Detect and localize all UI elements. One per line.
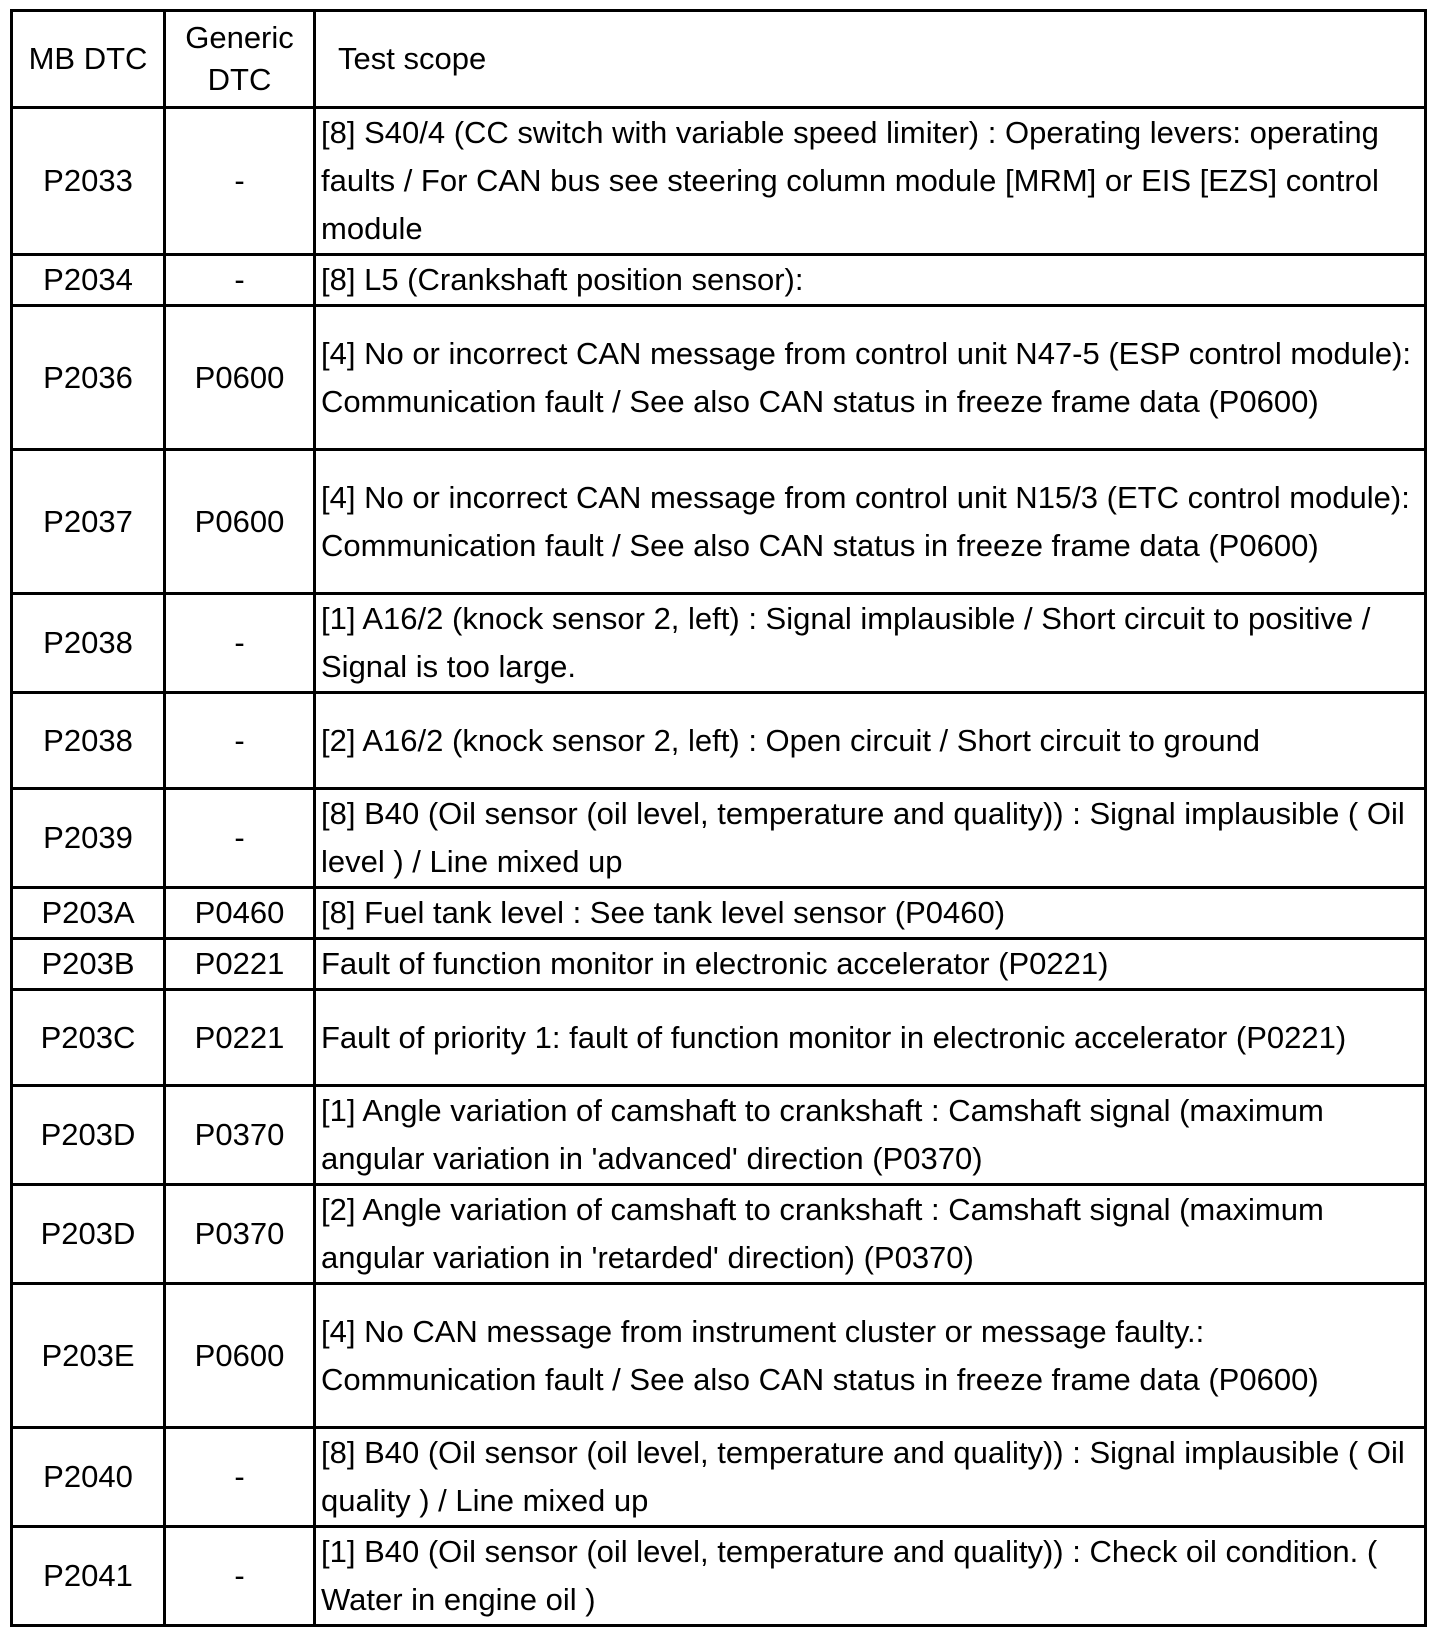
header-generic-dtc-line2: DTC (207, 62, 272, 97)
header-row (12, 11, 1426, 108)
table-row (12, 1284, 1426, 1428)
mb-dtc-cell: P2041 (12, 1527, 165, 1626)
table-row (12, 594, 1426, 693)
generic-dtc-cell: - (165, 789, 315, 888)
table-row (12, 1185, 1426, 1284)
generic-dtc-cell: P0221 (165, 939, 315, 990)
generic-dtc-cell: - (165, 108, 315, 255)
mb-dtc-cell: P2039 (12, 789, 165, 888)
mb-dtc-cell: P2034 (12, 255, 165, 306)
table-row (12, 108, 1426, 255)
generic-dtc-cell: - (165, 1527, 315, 1626)
generic-dtc-cell: - (165, 693, 315, 789)
table-row (12, 255, 1426, 306)
generic-dtc-cell: P0600 (165, 1284, 315, 1428)
header-generic-dtc (165, 11, 315, 108)
generic-dtc-cell: - (165, 255, 315, 306)
test-scope-cell: [8] S40/4 (CC switch with variable speed limiter) : Operating levers: operating faults / For CAN bus see steering column module [MRM] or EIS [EZS] control module (315, 108, 1426, 255)
test-scope-cell: [4] No or incorrect CAN message from control unit N47-5 (ESP control module): Communication fault / See also CAN status in freeze frame data (P0600) (315, 306, 1426, 450)
test-scope-cell: [1] Angle variation of camshaft to crankshaft : Camshaft signal (maximum angular variation in 'advanced' direction (P0370) (315, 1086, 1426, 1185)
mb-dtc-cell: P203D (12, 1086, 165, 1185)
mb-dtc-cell: P2037 (12, 450, 165, 594)
table-row (12, 939, 1426, 990)
generic-dtc-cell: P0460 (165, 888, 315, 939)
generic-dtc-cell: - (165, 1428, 315, 1527)
mb-dtc-cell: P203D (12, 1185, 165, 1284)
test-scope-cell: [1] A16/2 (knock sensor 2, left) : Signal implausible / Short circuit to positive / Signal is too large. (315, 594, 1426, 693)
mb-dtc-cell: P203C (12, 990, 165, 1086)
generic-dtc-cell: P0221 (165, 990, 315, 1086)
test-scope-cell: Fault of function monitor in electronic accelerator (P0221) (315, 939, 1426, 990)
table-row (12, 789, 1426, 888)
table-row (12, 1527, 1426, 1626)
mb-dtc-cell: P2040 (12, 1428, 165, 1527)
test-scope-cell: Fault of priority 1: fault of function monitor in electronic accelerator (P0221) (315, 990, 1426, 1086)
table-row (12, 1086, 1426, 1185)
table-row (12, 990, 1426, 1086)
mb-dtc-cell: P2033 (12, 108, 165, 255)
header-test-scope: Test scope (315, 11, 1426, 108)
mb-dtc-cell: P203B (12, 939, 165, 990)
test-scope-cell: [2] A16/2 (knock sensor 2, left) : Open circuit / Short circuit to ground (315, 693, 1426, 789)
generic-dtc-cell: P0600 (165, 450, 315, 594)
test-scope-cell: [8] L5 (Crankshaft position sensor): (315, 255, 1426, 306)
generic-dtc-cell: P0370 (165, 1086, 315, 1185)
header-mb-dtc: MB DTC (12, 11, 165, 108)
mb-dtc-cell: P2036 (12, 306, 165, 450)
generic-dtc-cell: P0600 (165, 306, 315, 450)
test-scope-cell: [1] B40 (Oil sensor (oil level, temperature and quality)) : Check oil condition. ( Water in engine oil ) (315, 1527, 1426, 1626)
table-row (12, 693, 1426, 789)
mb-dtc-cell: P2038 (12, 693, 165, 789)
mb-dtc-cell: P203A (12, 888, 165, 939)
header-generic-dtc-line1: Generic (185, 20, 294, 55)
dtc-table (10, 9, 1427, 1627)
generic-dtc-cell: P0370 (165, 1185, 315, 1284)
test-scope-cell: [4] No CAN message from instrument cluster or message faulty.: Communication fault / See also CAN status in freeze frame data (P0600) (315, 1284, 1426, 1428)
test-scope-cell: [2] Angle variation of camshaft to crankshaft : Camshaft signal (maximum angular variation in 'retarded' direction) (P0370) (315, 1185, 1426, 1284)
mb-dtc-cell: P203E (12, 1284, 165, 1428)
table-row (12, 450, 1426, 594)
test-scope-cell: [8] B40 (Oil sensor (oil level, temperature and quality)) : Signal implausible ( Oil quality ) / Line mixed up (315, 1428, 1426, 1527)
test-scope-cell: [8] B40 (Oil sensor (oil level, temperature and quality)) : Signal implausible ( Oil level ) / Line mixed up (315, 789, 1426, 888)
table-row (12, 1428, 1426, 1527)
generic-dtc-cell: - (165, 594, 315, 693)
table-row (12, 888, 1426, 939)
table-row (12, 306, 1426, 450)
test-scope-cell: [4] No or incorrect CAN message from control unit N15/3 (ETC control module): Communication fault / See also CAN status in freeze frame data (P0600) (315, 450, 1426, 594)
mb-dtc-cell: P2038 (12, 594, 165, 693)
test-scope-cell: [8] Fuel tank level : See tank level sensor (P0460) (315, 888, 1426, 939)
